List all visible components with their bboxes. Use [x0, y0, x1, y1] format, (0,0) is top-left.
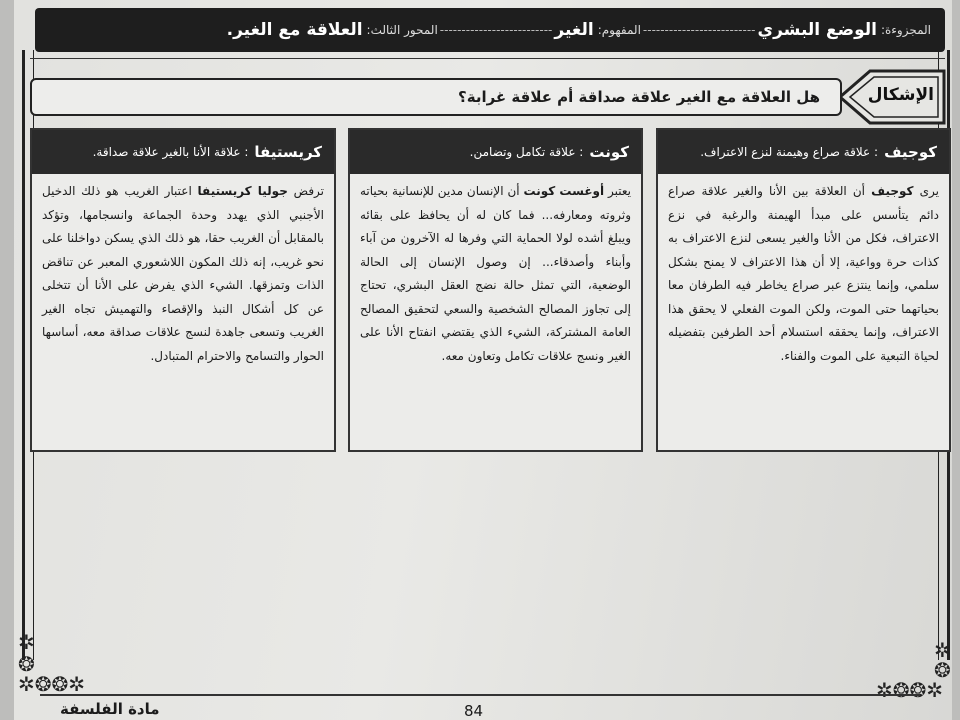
paragraph: اعتبار الغريب هو ذلك الدخيل الأجنبي الذي يهدد وحدة الجماعة وانسجامها، وتؤكد بالمقابل أن الغريب حقا، هو ذلك الذي يسكن دواخلنا على نحو غريب، إنه ذلك المكون اللاشعوري المعبر عن تناقض الذات وتمزقها. الشيء الذي يفرض على الأنا أن تتخلى عن كل أشكال النبذ والإقصاء والتهميش تجاه الغير الغريب وتسعى جاهدة لنسج علاقات صداقة معه، أساسها الحوار والتسامح والاحترام المتبادل.: [42, 184, 324, 363]
ornament-icon: ❂: [934, 658, 951, 682]
problem-tag: [838, 68, 948, 126]
column-thesis: : علاقة صراع وهيمنة لنزع الاعتراف.: [700, 145, 879, 159]
lead-prefix: يعتبر: [604, 184, 631, 198]
ornament-icon: ✲❂❂✲: [876, 678, 944, 702]
ornament-icon: ✲❂❂✲: [18, 672, 86, 696]
lead-name: أوغست كونت: [523, 184, 605, 198]
problem-question-box: [30, 78, 842, 116]
lead-name: كوجيف: [871, 184, 914, 198]
axis-label: المحور الثالث:: [366, 23, 438, 37]
column-text: [32, 174, 334, 368]
ornament-icon: ✲: [18, 630, 35, 654]
column-kristeva: [30, 128, 336, 452]
module-label: المجزوءة:: [880, 23, 931, 37]
page-number: 84: [464, 702, 484, 720]
lead-name: جوليا كريستيفا: [197, 184, 288, 198]
column-thesis: : علاقة الأنا بالغير علاقة صداقة.: [92, 145, 249, 159]
concept-value: الغير: [554, 20, 594, 40]
footer-divider: [40, 694, 920, 696]
column-kojeve: [656, 128, 951, 452]
column-comte: [348, 128, 643, 452]
column-text: [658, 174, 949, 368]
concept-label: المفهوم:: [597, 23, 641, 37]
lead-prefix: يرى: [913, 184, 939, 198]
header-bar: [35, 8, 945, 52]
footer-subject: مادة الفلسفة: [60, 700, 160, 718]
column-header: [32, 130, 334, 174]
problem-tag-label: الإشكال: [867, 85, 934, 105]
column-header: [658, 130, 949, 174]
module-value: الوضع البشري: [757, 20, 877, 40]
ornament-icon: ❂: [18, 652, 35, 676]
axis-value: العلاقة مع الغير.: [226, 20, 363, 40]
column-header: [350, 130, 641, 174]
column-text: [350, 174, 641, 368]
header-dashes: --------------------------: [642, 23, 756, 37]
philosopher-name: كريستيفا: [254, 143, 322, 161]
paragraph: أن الإنسان مدين للإنسانية بحياته وثروته ومعارفه... فما كان له أن يحافظ على بقائه ويبلغ أشده لولا الحماية التي وفرها له الآخرون من آباء وأبناء وأصدقاء... إن وصول الإنسان إلى الحالة الوضعية، التي تمثل حالة نضج العقل البشري، تحتاج إلى تجاوز المصالح الشخصية والسعي لتحقيق المصالح العامة المشتركة، الشيء الذي يقتضي انفتاح الأنا على الغير ونسج علاقات تكامل وتعاون معه.: [360, 184, 631, 363]
philosopher-name: كوجيف: [884, 143, 937, 161]
header-divider: [30, 58, 945, 59]
problem-question: هل العلاقة مع الغير علاقة صداقة أم علاقة غرابة؟: [458, 88, 820, 106]
header-dashes: --------------------------: [439, 23, 553, 37]
philosopher-name: كونت: [589, 143, 629, 161]
lead-prefix: ترفض: [287, 184, 325, 198]
ornament-icon: ✲: [934, 638, 951, 662]
column-thesis: : علاقة تكامل وتضامن.: [469, 145, 584, 159]
paragraph: أن العلاقة بين الأنا والغير علاقة صراع دائم يتأسس على مبدأ الهيمنة والرغبة في نزع الاعتراف، فكل من الأنا والغير يسعى لنزع الاعتراف به كذات حرة وواعية، إلا أن هذا الاعتراف لا يمنح بشكل سلمي، وإنما ينتزع عبر صراع يخاطر فيه الطرفان معا بحياتهما حتى الموت، ولكن الموت الفعلي لا يحقق هذا الاعتراف، وإنما يحققه استسلام أحد الطرفين بتفضيله لحياة التبعية على الموت والفناء.: [668, 184, 939, 363]
